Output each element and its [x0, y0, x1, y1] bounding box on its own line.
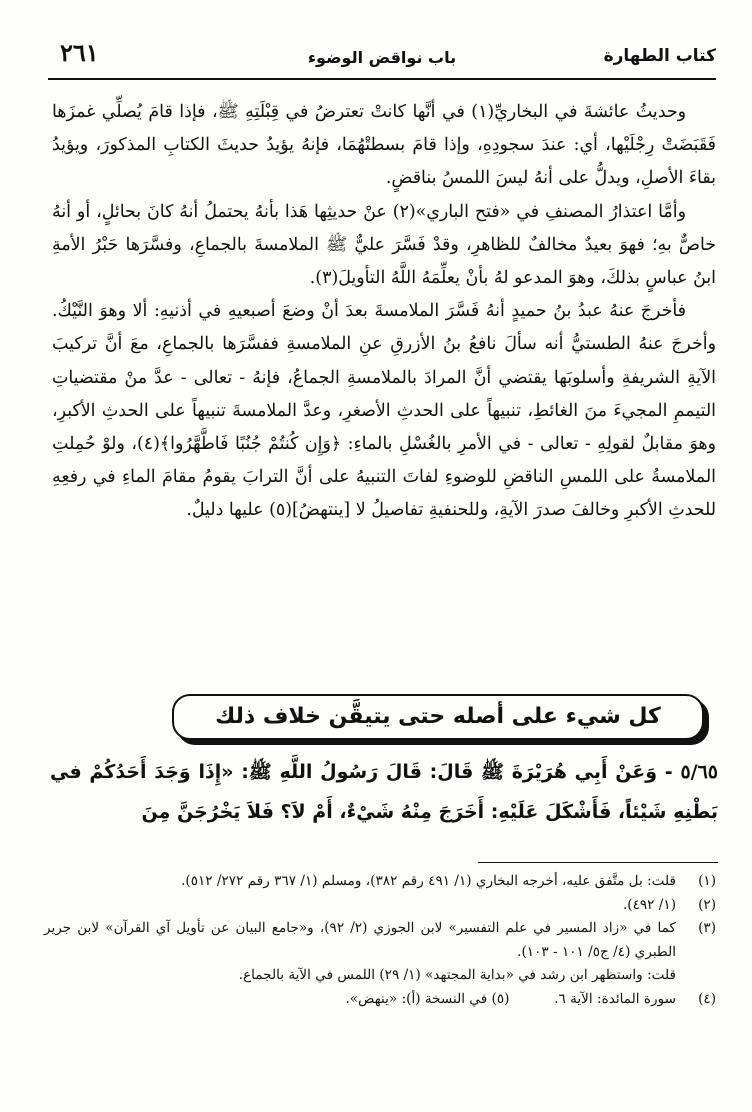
book-title: كتاب الطهارة	[603, 46, 716, 66]
chapter-title: باب نواقض الوضوء	[307, 48, 457, 67]
section-title: كل شيء على أصله حتى يتيقَّن خلاف ذلك	[172, 694, 704, 740]
footnote-2	[44, 894, 716, 918]
page-number: ٢٦١	[60, 38, 99, 67]
hadith-text: - وَعَنْ أَبِي هُرَيْرَةَ ﷺ قَالَ: قَالَ رَسُولُ اللَّهِ ﷺ: «إِذَا وَجَدَ أَحَدُكُمْ في بَطْنِهِ شَيْئاً، فَأَشْكَلَ عَلَيْهِ: أَخَرَجَ مِنْهُ شَيْءٌ، أَمْ لاَ؟ فَلاَ يَخْرُجَنَّ مِنَ	[50, 761, 718, 823]
footnote-mark: (٢)	[698, 896, 716, 913]
hadith-number: ٥/٦٥	[680, 761, 718, 783]
paragraph-ibn-abbas: فأخرجَ عنهُ عبدُ بنُ حميدٍ أنهُ فَسَّرَ الملامسةَ بعدَ أنْ وضعَ أصبعيهِ في أذنيهِ: ألا وهوَ النَّيْكُ. وأخرجَ عنهُ الطستيُّ أنه سألَ نافعُ بنُ الأزرقِ عنِ الملامسةِ ففسَّرَها بالجماعِ، معَ أنَّ تركيبَ الآيةِ الشريفةِ وأسلوبَها يقتضي أنَّ المرادَ بالملامسةِ الجماعُ، فإنهُ - تعالى - عدَّ منْ مقتضياتِ التيممِ المجيءَ منَ الغائطِ، تنبيهاً على الحدثِ الأصغرِ، وعدَّ الملامسةَ تنبيهاً على الحدثِ الأكبرِ، وهوَ مقابلٌ لقولِهِ - تعالى - في الأمرِ بالغُسْلِ بالماءِ: ﴿وَإِن كُنتُمْ جُنُبًا فَاطَّهَّرُوا﴾(٤)، ولوْ حُمِلتِ الملامسةُ على اللمسِ الناقضِ للوضوءِ لفاتَ التنبيهُ على أنَّ الترابَ يقومُ مقامَ الماءِ في رفعِهِ للحدثِ الأكبرِ وخالفَ صدرَ الآيةِ، وللحنفيةِ تفاصيلُ لا [ينتهضُ](٥) عليها دليلٌ.	[52, 301, 716, 521]
footnote-text: سورة المائدة: الآية ٦.	[554, 990, 676, 1007]
footnote-text: (١/ ٤٩٢).	[622, 896, 676, 913]
footnote-1	[44, 870, 716, 894]
footnote-text: قلت: واستظهر ابن رشد في «بداية المجتهد» (١/ ٢٩) اللمس في الآية بالجماع.	[238, 967, 676, 983]
page-header	[48, 36, 716, 76]
main-text	[52, 96, 716, 528]
footnote-5-text: في النسخة (أ): «ينهض».	[345, 990, 488, 1007]
footnote-text: كما في «زاد المسير في علم التفسير» لابن الجوزي (٢/ ٩٢)، و«جامع البيان عن تأويل آي القرآن» لابن جرير الطبري (٤/ ج٥/ ١٠١ - ١٠٣).	[44, 920, 676, 960]
footnote-4-5	[44, 988, 716, 1012]
header-divider	[48, 78, 716, 80]
footnotes	[44, 870, 716, 1011]
footnote-row	[44, 988, 676, 1012]
paragraph-aisha-hadith: وحديثُ عائشةَ في البخاريِّ(١) في أنَّها كانتْ تعترضُ في قِبْلَتِهِ ﷺ، فإذا قامَ يُصلِّي غمزَها فَقَبَضَتْ رِجْلَيْها، أي: عندَ سجودِهِ، وإذا قامَ بسطتْهُمَا، فإنهُ يؤيدُ حديثَ الكتابِ المذكورَ، ويؤيدُ بقاءَ الأصلِ، ويدلُّ على أنهُ ليسَ اللمسُ بناقضٍ.	[52, 102, 716, 189]
footnote-mark: (٣)	[698, 920, 716, 936]
footnote-divider	[478, 862, 718, 863]
paragraph-author-excuse: وأمَّا اعتذارُ المصنفِ في «فتح الباري»(٢) عنْ حديثِها هَذا بأنهُ يحتملُ أنهُ كانَ بحائلٍ، أو أنهُ خاصٌّ بهِ؛ فهوَ بعيدٌ مخالفٌ للظاهرِ، وقدْ فَسَّرَ عليٌّ ﷺ الملامسةَ بالجماعِ، وفسَّرَها حَبْرُ الأمةِ ابنُ عباسٍ بذلكَ، وهوَ المدعو لهُ بأنْ يعلِّمَهُ اللَّهُ التأويلَ(٣).	[52, 201, 716, 289]
footnote-3	[44, 917, 716, 964]
footnote-text: قلت: بل متَّفق عليه، أخرجه البخاري (١/ ٤٩١ رقم ٣٨٢)، ومسلم (١/ ٣٦٧ رقم ٢٧٢/ ٥١٢).	[181, 873, 676, 889]
footnote-mark: (١)	[698, 873, 716, 889]
footnote-3-note	[44, 964, 716, 988]
hadith-text-block	[50, 752, 718, 832]
footnote-5-mark: (٥)	[491, 990, 510, 1007]
footnote-mark: (٤)	[698, 990, 716, 1007]
footnote-mark	[676, 964, 716, 988]
